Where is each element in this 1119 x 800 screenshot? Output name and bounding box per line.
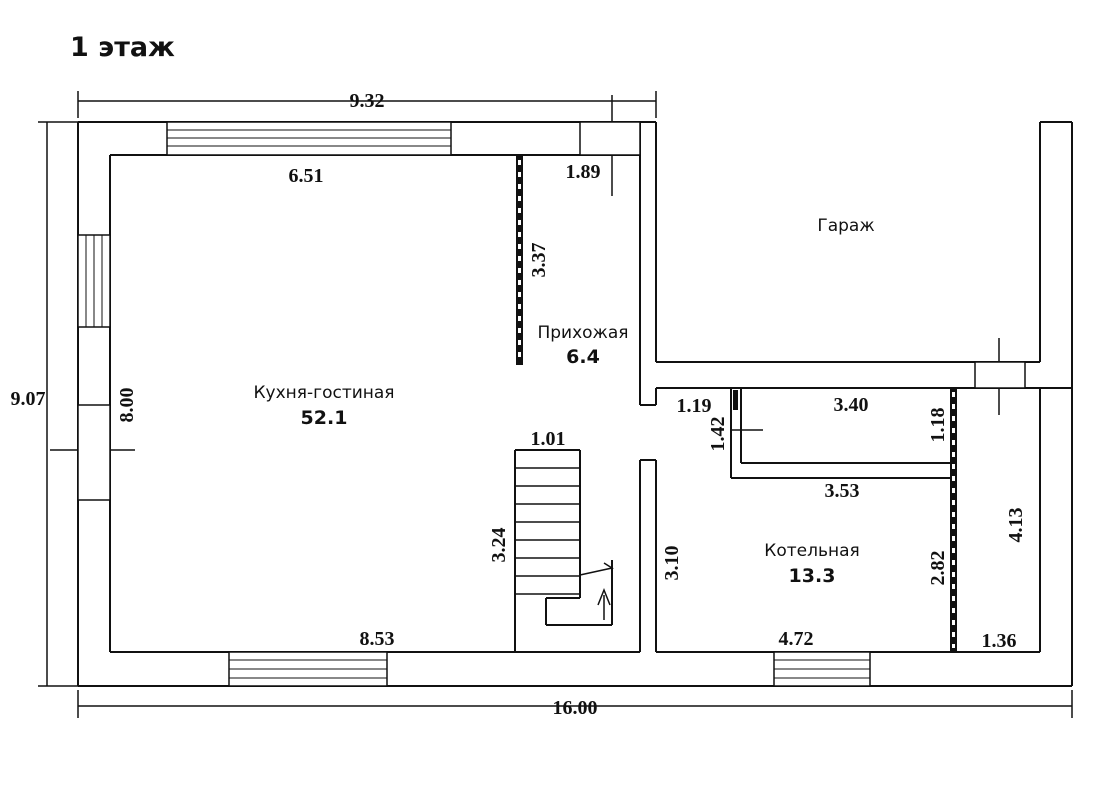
- dim-kitchen-left: 8.00: [116, 387, 138, 423]
- dim-corridor: 3.10: [661, 545, 683, 581]
- dim-kitchen-bottom: 8.53: [359, 628, 395, 650]
- room-name-kitchen-living: Кухня-гостиная: [253, 383, 395, 403]
- dim-storage-depth: 1.42: [707, 416, 729, 452]
- dim-right-room-width: 1.36: [981, 630, 1017, 652]
- window-left-lower: [78, 405, 110, 500]
- room-name-garage: Гараж: [817, 216, 875, 236]
- dim-kitchen-top: 6.51: [288, 165, 324, 187]
- window-top-hall: [580, 122, 640, 155]
- dimension-lines: [38, 91, 1072, 718]
- dim-boiler-bottom: 4.72: [778, 628, 814, 650]
- window-top-kitchen: [167, 122, 451, 155]
- window-left-kitchen: [78, 235, 110, 327]
- dim-storage-width: 1.19: [676, 395, 712, 417]
- room-area-hallway: 6.4: [566, 346, 600, 368]
- floor-title: 1 этаж: [70, 32, 175, 63]
- room-area-boiler: 13.3: [788, 565, 836, 587]
- partition-walls: [516, 155, 957, 652]
- room-name-hallway: Прихожая: [537, 323, 629, 343]
- dim-closet-top: 3.40: [833, 394, 869, 416]
- window-garage-side: [975, 362, 1025, 388]
- dim-stair-length: 3.24: [488, 527, 510, 563]
- dim-bottom-total: 16.00: [552, 697, 598, 719]
- dim-left-total: 9.07: [10, 388, 46, 410]
- dim-closet-bottom: 3.53: [824, 480, 860, 502]
- dim-entry-top: 1.89: [565, 161, 601, 183]
- walls: [78, 122, 1072, 686]
- dim-boiler-side: 2.82: [927, 550, 949, 586]
- dim-stair-width: 1.01: [530, 428, 566, 450]
- dim-partition: 3.37: [528, 242, 550, 278]
- dim-right-room-depth: 4.13: [1005, 507, 1027, 543]
- room-name-boiler: Котельная: [764, 541, 860, 561]
- window-bottom-boiler: [774, 652, 870, 686]
- room-area-kitchen-living: 52.1: [300, 407, 348, 429]
- window-bottom-kitchen: [229, 652, 387, 686]
- dim-closet-side: 1.18: [927, 407, 949, 443]
- dim-top-total: 9.32: [349, 90, 385, 112]
